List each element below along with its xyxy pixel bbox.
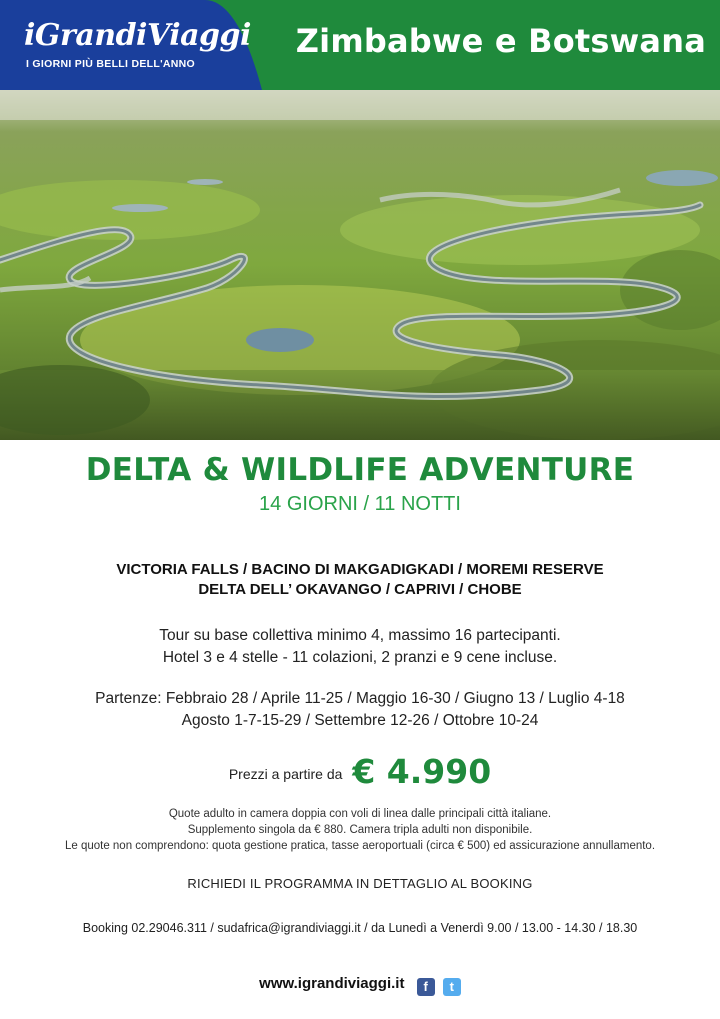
twitter-icon[interactable]: t	[443, 978, 461, 996]
logo-wordmark: iGrandiViaggi	[24, 18, 251, 53]
booking-contact[interactable]: Booking 02.29046.311 / sudafrica@igrandiviaggi.it / da Lunedì a Venerdì 9.00 / 13.00 - 14.30 / 18.30	[82, 921, 638, 935]
footer	[0, 975, 720, 996]
brand-logo[interactable]	[0, 0, 270, 90]
request-program-text: RICHIEDI IL PROGRAMMA IN DETTAGLIO AL BOOKING	[187, 876, 533, 891]
departure-line: Partenze: Febbraio 28 / Aprile 11-25 / Maggio 16-30 / Giugno 13 / Luglio 4-18	[95, 690, 625, 707]
info-line: Tour su base collettiva minimo 4, massimo 16 partecipanti.	[159, 627, 561, 644]
tour-title: DELTA & WILDLIFE ADVENTURE	[85, 452, 635, 488]
route-line: DELTA DELL’ OKAVANGO / CAPRIVI / CHOBE	[198, 581, 522, 598]
tour-route	[0, 560, 720, 600]
note-line: Quote adulto in camera doppia con voli di linea dalle principali città italiane.	[168, 808, 552, 820]
note-line: Supplemento singola da € 880. Camera tripla adulti non disponibile.	[187, 824, 533, 836]
okavango-delta-photo	[0, 90, 720, 440]
note-line: Le quote non comprendono: quota gestione pratica, tasse aeroportuali (circa € 500) ed assicurazione annullamento.	[64, 840, 656, 852]
info-line: Hotel 3 e 4 stelle - 11 colazioni, 2 pranzi e 9 cene incluse.	[162, 649, 558, 666]
logo-tagline: I GIORNI PIÙ BELLI DELL'ANNO	[26, 58, 195, 70]
price-block	[0, 752, 720, 791]
route-line: VICTORIA FALLS / BACINO DI MAKGADIGKADI / MOREMI RESERVE	[116, 561, 604, 578]
price-notes	[0, 806, 720, 854]
price-label: Prezzi a partire da	[228, 766, 343, 782]
departure-line: Agosto 1-7-15-29 / Settembre 12-26 / Ottobre 10-24	[181, 712, 539, 729]
destination-title: Zimbabwe e Botswana	[295, 22, 706, 60]
price-amount: € 4.990	[352, 752, 492, 791]
header-banner	[0, 0, 720, 90]
website-link[interactable]: www.igrandiviaggi.it	[259, 975, 405, 992]
tour-info	[0, 625, 720, 669]
departure-dates	[0, 688, 720, 732]
aerial-river-illustration	[0, 90, 720, 440]
tour-duration: 14 GIORNI / 11 NOTTI	[259, 493, 461, 515]
facebook-icon[interactable]: f	[417, 978, 435, 996]
